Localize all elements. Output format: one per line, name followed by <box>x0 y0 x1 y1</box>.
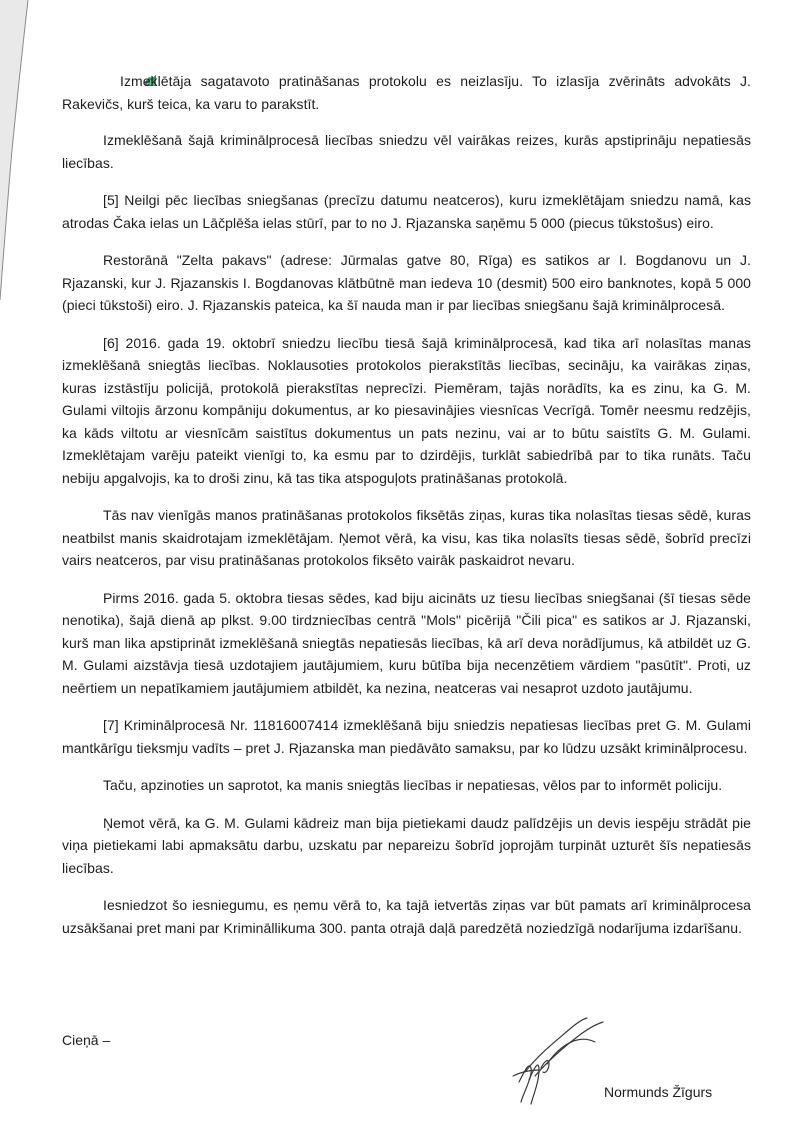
document-body <box>62 70 751 954</box>
paragraph-11: Iesniedzot šo iesniegumu, es ņemu vērā to, ka tajā ietvertās ziņas var būt pamats arī kriminālprocesa uzsākšanai pret mani par Krimināllikuma 300. panta otrajā daļā paredzētā noziedzīgā nodarījuma izdarīšanu. <box>62 897 751 936</box>
paragraph-2: Izmeklēšanā šajā kriminālprocesā liecības sniedzu vēl vairākas reizes, kurās apstiprināju nepatiesās liecības. <box>62 132 751 171</box>
paragraph-6: Tās nav vienīgās manos pratināšanas protokolos fiksētās ziņas, kuras tika nolasītas tiesas sēdē, kuras neatbilst manis skaidrotajam izmeklētājam. Ņemot vērā, ka visu, kas tika nolasīts tiesas sēdē, šobrīd precīzi vairs neatceros, par visu pratināšanas protokolos fiksēto vairāk paskaidrot nevaru. <box>62 507 751 568</box>
paragraph-3: [5] Neilgi pēc liecības sniegšanas (precīzu datumu neatceros), kuru izmeklētājam sniedzu namā, kas atrodas Čaka ielas un Lāčplēša ielas stūrī, par to no J. Rjazanska saņēmu 5 000 (piecus tūkstošus) eiro. <box>62 192 751 231</box>
paragraph-10: Ņemot vērā, ka G. M. Gulami kādreiz man bija pietiekami daudz palīdzējis un devis iespēju strādāt pie viņa pietiekami labi apmaksātu darbu, uzskatu par nepareizu šobrīd joprojām turpināt uzturēt šīs nepatiesās liecības. <box>62 814 751 876</box>
highlight-mark-icon <box>103 71 116 84</box>
paragraph-8: [7] Kriminālprocesā Nr. 11816007414 izmeklēšanā biju sniedzis nepatiesas liecības pret G. M. Gulami mantkārīgu tieksmju vadīts – pret J. Rjazanska man piedāvāto samaksu, par ko lūdzu uzsākt kriminālprocesu. <box>62 717 751 756</box>
closing-salutation: Cieņā – <box>62 1032 111 1048</box>
signer-name: Normunds Žīgurs <box>604 1084 713 1100</box>
paragraph-1-text: Izmeklētāja sagatavoto pratināšanas protokolu es neizlasīju. To izlasīja zvērināts advokāts J. Rakevičs, kurš teica, ka varu to parakstīt. <box>62 73 751 112</box>
paragraph-1 <box>62 70 751 115</box>
paragraph-5: [6] 2016. gada 19. oktobrī sniedzu liecību tiesā šajā kriminālprocesā, kad tika arī nolasītas manas izmeklēšanā sniegtās liecības. Noklausoties protokolos pierakstītās liecības, secināju, ka vairākas ziņas, kuras izstāstīju policijā, protokolā pierakstītas neprecīzi. Piemēram, tajās norādīts, ka es zinu, ka G. M. Gulami viltojis ārzonu kompāniju dokumentus, ar ko piesavinājies viesnīcas Vecrīgā. Tomēr neesmu redzējis, ka kāds viltotu ar viesnīcām saistītus dokumentus un pats nezinu, vai ar to būtu saistīts G. M. Gulami. Izmeklētajam varēju pateikt vienīgi to, ka esmu par to dzirdējis, turklāt sabiedrībā par to tika runāts. Taču nebiju apgalvojis, ka to droši zinu, kā tas tika atspoguļots pratināšanas protokolā. <box>62 334 751 486</box>
paragraph-4: Restorānā "Zelta pakavs" (adrese: Jūrmalas gatve 80, Rīga) es satikos ar I. Bogdanovu un J. Rjazanski, kur J. Rjazanskis I. Bogdanovas klātbūtnē man iedeva 10 (desmit) 500 eiro banknotes, kopā 5 000 (pieci tūkstoši) eiro. J. Rjazanskis pateica, ka šī nauda man ir par liecības sniegšanu šajā kriminālprocesā. <box>62 252 751 313</box>
handwritten-signature <box>505 1010 615 1110</box>
paragraph-9: Taču, apzinoties un saprotot, ka manis sniegtās liecības ir nepatiesas, vēlos par to informēt policiju. <box>103 777 723 793</box>
paragraph-7: Pirms 2016. gada 5. oktobra tiesas sēdes, kad biju aicināts uz tiesu liecības sniegšanai (šī tiesas sēde nenotika), šajā dienā ap plkst. 9.00 tirdzniecības centrā "Mols" picērijā "Čili pica" es satikos ar J. Rjazanski, kurš man lika apstiprināt izmeklēšanā sniegtās nepatiesās liecības, kā arī deva norādījumus, kā atbildēt uz G. M. Gulami aizstāvja tiesā uzdotajiem jautājumiem, kuru būtība bija necenzētiem vārdiem "pasūtīt". Proti, uz neērtiem un nepatīkamiem jautājumiem atbildēt, ka nezina, neatceras vai nesaprot uzdoto jautājumu. <box>62 589 751 696</box>
